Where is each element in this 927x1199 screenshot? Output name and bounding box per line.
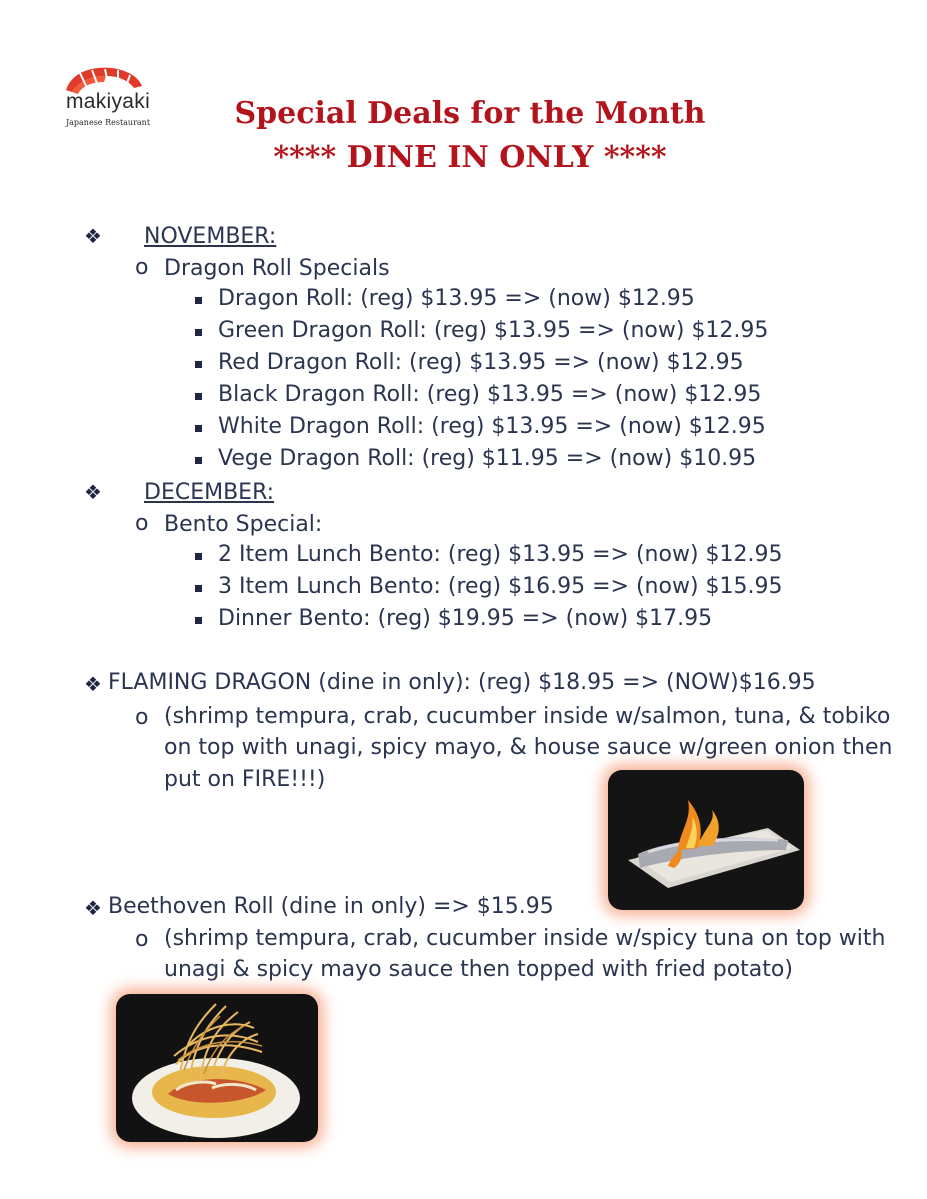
square-bullet-icon: [195, 457, 202, 464]
square-bullet-icon: [195, 585, 202, 592]
beethoven-desc-line: unagi & spicy mayo sauce then topped with fried potato): [164, 957, 793, 982]
flaming-dragon-photo: [608, 770, 804, 910]
november-item: Vege Dragon Roll: (reg) $11.95 => (now) $10.95: [218, 446, 757, 471]
logo-name: makiyaki: [65, 90, 151, 113]
december-item: Dinner Bento: (reg) $19.95 => (now) $17.95: [218, 606, 713, 631]
december-item: 3 Item Lunch Bento: (reg) $16.95 => (now) $15.95: [218, 574, 783, 599]
november-item: Dragon Roll: (reg) $13.95 => (now) $12.95: [218, 286, 695, 311]
november-item: Red Dragon Roll: (reg) $13.95 => (now) $12.95: [218, 350, 744, 375]
square-bullet-icon: [195, 393, 202, 400]
circle-bullet-icon: o: [135, 511, 149, 536]
square-bullet-icon: [195, 297, 202, 304]
diamond-bullet-icon: ❖: [84, 896, 102, 920]
flaming-dragon-desc-line: on top with unagi, spicy mayo, & house sauce w/green onion then: [164, 735, 893, 760]
november-group-label: Dragon Roll Specials: [164, 256, 390, 281]
square-bullet-icon: [195, 553, 202, 560]
square-bullet-icon: [195, 329, 202, 336]
november-item: Green Dragon Roll: (reg) $13.95 => (now) $12.95: [218, 318, 769, 343]
flaming-dragon-heading: FLAMING DRAGON (dine in only): (reg) $18.95 => (NOW)$16.95: [108, 670, 816, 695]
beethoven-heading: Beethoven Roll (dine in only) => $15.95: [108, 894, 554, 919]
diamond-bullet-icon: ❖: [84, 672, 102, 696]
beethoven-desc-line: (shrimp tempura, crab, cucumber inside w/spicy tuna on top with: [164, 926, 886, 951]
page-title: Special Deals for the Month: [234, 96, 706, 131]
december-item: 2 Item Lunch Bento: (reg) $13.95 => (now) $12.95: [218, 542, 783, 567]
diamond-bullet-icon: ❖: [84, 224, 102, 248]
circle-bullet-icon: o: [135, 927, 149, 952]
logo-subtitle: Japanese Restaurant: [65, 118, 151, 127]
circle-bullet-icon: o: [135, 255, 149, 280]
flaming-dragon-desc-line: put on FIRE!!!): [164, 767, 326, 792]
november-heading: NOVEMBER:: [144, 224, 277, 249]
square-bullet-icon: [195, 617, 202, 624]
december-heading: DECEMBER:: [144, 480, 275, 505]
november-item: White Dragon Roll: (reg) $13.95 => (now) $12.95: [218, 414, 766, 439]
square-bullet-icon: [195, 425, 202, 432]
november-item: Black Dragon Roll: (reg) $13.95 => (now) $12.95: [218, 382, 762, 407]
page-subtitle: **** DINE IN ONLY ****: [273, 140, 667, 175]
beethoven-roll-photo: [116, 994, 318, 1142]
square-bullet-icon: [195, 361, 202, 368]
circle-bullet-icon: o: [135, 705, 149, 730]
flaming-dragon-desc-line: (shrimp tempura, crab, cucumber inside w/salmon, tuna, & tobiko: [164, 704, 891, 729]
diamond-bullet-icon: ❖: [84, 480, 102, 504]
december-group-label: Bento Special:: [164, 512, 323, 537]
